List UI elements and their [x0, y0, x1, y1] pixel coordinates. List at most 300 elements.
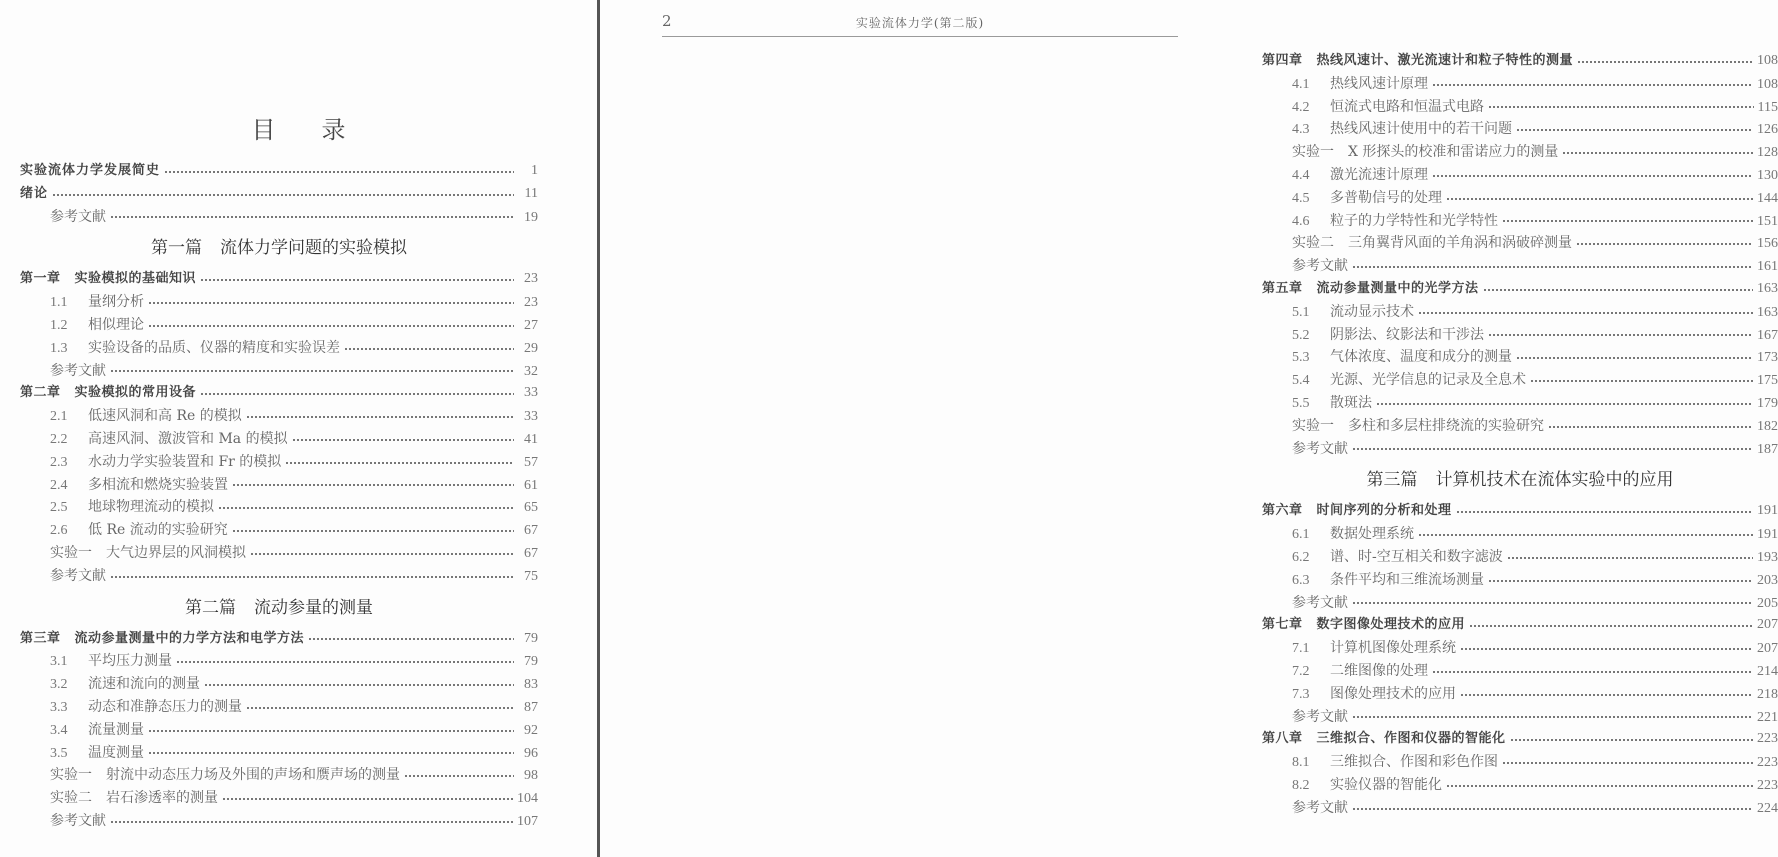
dot-leader — [1352, 805, 1753, 813]
dot-leader — [1432, 172, 1753, 180]
toc-section-entry[interactable] — [20, 405, 538, 428]
toc-section-entry[interactable] — [1262, 751, 1778, 774]
toc-section-entry[interactable] — [1262, 96, 1778, 119]
page-number: 2 — [662, 12, 672, 30]
page-reference: 23 — [524, 271, 538, 287]
entry-label — [1292, 346, 1516, 370]
entry-label — [1262, 500, 1456, 523]
part-title: 流体力学问题的实验模拟 — [220, 238, 407, 259]
page-reference: 41 — [524, 431, 538, 447]
toc-section-entry[interactable] — [1262, 523, 1778, 546]
dot-leader — [246, 413, 514, 421]
entry-label — [1262, 50, 1577, 73]
entry-label — [20, 382, 200, 405]
entry-title: 数据处理系统 — [1330, 526, 1414, 543]
chapter-title: 三维拟合、作图和仪器的智能化 — [1316, 731, 1506, 747]
toc-section-entry[interactable] — [20, 496, 538, 519]
page-reference: 151 — [1757, 213, 1778, 229]
entry-title: 计算机图像处理系统 — [1330, 640, 1456, 657]
section-number: 5.3 — [1292, 350, 1310, 366]
toc-section-entry[interactable] — [20, 291, 538, 314]
page-reference: 175 — [1757, 373, 1778, 389]
entry-title: 三维拟合、作图和彩色作图 — [1330, 754, 1498, 771]
toc-section-entry[interactable] — [20, 314, 538, 337]
toc-section-entry[interactable] — [1262, 683, 1778, 706]
entry-label — [1292, 324, 1488, 348]
page-reference: 182 — [1757, 418, 1778, 434]
entry-label — [50, 764, 404, 787]
section-number: 7.3 — [1292, 686, 1310, 702]
entry-label — [20, 183, 52, 206]
page-reference: 23 — [524, 295, 538, 311]
entry-title: 流速和流向的测量 — [88, 676, 200, 693]
page-reference: 67 — [524, 523, 538, 539]
toc-section-entry[interactable] — [1262, 232, 1778, 255]
toc-section-entry[interactable] — [1262, 438, 1778, 461]
dot-leader — [1352, 263, 1753, 271]
page-reference: 61 — [524, 477, 538, 493]
dot-leader — [148, 322, 514, 330]
chapter-number: 第五章 — [1262, 280, 1303, 296]
toc-section-entry[interactable] — [20, 673, 538, 696]
toc-chapter-entry[interactable] — [1262, 614, 1778, 637]
section-number: 7.2 — [1292, 663, 1310, 679]
dot-leader — [1488, 577, 1753, 585]
toc-section-entry[interactable] — [1262, 660, 1778, 683]
entry-title: 热线风速计使用中的若干问题 — [1330, 121, 1512, 138]
toc-list-left — [20, 160, 538, 833]
dot-leader — [1577, 58, 1753, 66]
dot-leader — [1502, 759, 1753, 767]
toc-chapter-entry[interactable] — [1262, 500, 1778, 523]
page-reference: 205 — [1757, 595, 1778, 611]
toc-section-entry[interactable] — [1262, 569, 1778, 592]
page-reference: 130 — [1757, 167, 1778, 183]
toc-section-entry[interactable] — [1262, 546, 1778, 569]
dot-leader — [1432, 668, 1753, 676]
toc-section-entry[interactable] — [1262, 706, 1778, 729]
entry-title: 热线风速计原理 — [1330, 75, 1428, 92]
dot-leader — [1469, 622, 1753, 630]
section-number: 8.1 — [1292, 755, 1310, 771]
entry-label — [1292, 797, 1352, 820]
page-reference: 104 — [517, 791, 538, 807]
entry-title: 光源、光学信息的记录及全息术 — [1330, 372, 1526, 389]
section-number: 5.5 — [1292, 395, 1310, 411]
entry-title: 激光流速计原理 — [1330, 166, 1428, 183]
entry-title: 多普勒信号的处理 — [1330, 189, 1442, 206]
entry-label — [1292, 255, 1352, 278]
dot-leader — [110, 213, 514, 221]
dot-leader — [200, 276, 514, 284]
page-reference: 33 — [524, 409, 538, 425]
entry-title: 相似理论 — [88, 316, 144, 333]
toc-chapter-entry[interactable] — [20, 268, 538, 291]
toc-section-entry[interactable] — [1262, 141, 1778, 164]
chapter-number: 第六章 — [1262, 503, 1303, 519]
part-number: 第三篇 — [1366, 470, 1418, 491]
toc-section-entry[interactable] — [20, 650, 538, 673]
chapter-title: 实验模拟的常用设备 — [74, 385, 197, 401]
toc-section-entry[interactable] — [20, 565, 538, 588]
toc-section-entry[interactable] — [1262, 415, 1778, 438]
toc-section-entry[interactable] — [1262, 346, 1778, 369]
toc-chapter-entry[interactable] — [20, 382, 538, 405]
toc-title: 目录 — [251, 116, 392, 144]
dot-leader — [1562, 149, 1753, 157]
entry-title: 谱、时-空互相关和数字滤波 — [1330, 548, 1503, 565]
entry-label — [50, 314, 148, 338]
dot-leader — [200, 390, 514, 398]
dot-leader — [1352, 599, 1753, 607]
entry-title: 水动力学实验装置和 Fr 的模拟 — [88, 453, 282, 470]
entry-label — [1292, 232, 1576, 255]
section-number: 4.1 — [1292, 76, 1310, 92]
running-head-title: 实验流体力学(第二版) — [855, 16, 985, 30]
section-number: 2.5 — [50, 500, 68, 516]
toc-section-entry[interactable] — [20, 719, 538, 742]
entry-label — [50, 291, 148, 315]
section-number: 3.5 — [50, 745, 68, 761]
entry-label — [1292, 141, 1562, 164]
section-number: 4.2 — [1292, 99, 1310, 115]
page-reference: 96 — [524, 745, 538, 761]
toc-section-entry[interactable] — [1262, 73, 1778, 96]
entry-label — [50, 673, 204, 697]
section-number: 4.5 — [1292, 190, 1310, 206]
dot-leader — [1488, 103, 1754, 111]
dot-leader — [1516, 354, 1753, 362]
entry-label — [1292, 637, 1460, 661]
dot-leader — [232, 481, 514, 489]
part-title: 流动参量的测量 — [254, 597, 373, 618]
entry-title: 图像处理技术的应用 — [1330, 685, 1456, 702]
toc-section-entry[interactable] — [20, 810, 538, 833]
page-reference: 27 — [524, 317, 538, 333]
dot-leader — [1510, 736, 1753, 744]
section-number: 6.1 — [1292, 527, 1310, 543]
entry-title: 恒流式电路和恒温式电路 — [1330, 98, 1484, 115]
entry-label — [1292, 438, 1352, 461]
dot-leader — [1488, 331, 1753, 339]
toc-section-entry[interactable] — [20, 428, 538, 451]
entry-label — [50, 742, 148, 766]
chapter-number: 第四章 — [1262, 53, 1303, 68]
dot-leader — [1446, 782, 1753, 790]
page-reference: 126 — [1757, 122, 1778, 138]
toc-list-right — [1262, 50, 1778, 820]
toc-chapter-entry[interactable] — [1262, 278, 1778, 301]
toc-section-entry[interactable] — [20, 764, 538, 787]
toc-section-entry[interactable] — [1262, 118, 1778, 141]
page-reference: 107 — [517, 813, 538, 829]
entry-label — [1292, 73, 1432, 97]
section-number: 5.2 — [1292, 327, 1310, 343]
entry-label — [1292, 210, 1502, 234]
page-reference: 193 — [1757, 549, 1778, 565]
page-reference: 144 — [1757, 190, 1778, 206]
toc-page-right — [600, 0, 1778, 857]
page-reference: 191 — [1757, 527, 1778, 543]
section-number: 4.3 — [1292, 122, 1310, 138]
page-reference: 223 — [1757, 777, 1778, 793]
entry-label — [50, 787, 222, 810]
section-number: 4.4 — [1292, 167, 1310, 183]
entry-title: 动态和准静态压力的测量 — [88, 698, 242, 715]
entry-label — [1292, 546, 1507, 570]
dot-leader — [222, 795, 513, 803]
section-number: 3.1 — [50, 654, 68, 670]
toc-section-entry[interactable] — [1262, 774, 1778, 797]
toc-section-entry[interactable] — [20, 451, 538, 474]
page-reference: 92 — [524, 722, 538, 738]
dot-leader — [148, 299, 514, 307]
entry-label — [50, 565, 110, 588]
dot-leader — [1530, 377, 1753, 385]
dot-leader — [52, 191, 514, 199]
entry-title: 平均压力测量 — [88, 653, 172, 670]
part-number: 第一篇 — [151, 238, 202, 259]
entry-title: 参考文献 — [50, 362, 106, 379]
toc-chapter-entry[interactable] — [20, 628, 538, 651]
dot-leader — [1502, 217, 1753, 225]
entry-label — [1292, 774, 1446, 798]
toc-section-entry[interactable] — [1262, 324, 1778, 347]
page-reference: 79 — [524, 654, 538, 670]
entry-title: 实验流体力学发展简史 — [20, 163, 161, 178]
part-heading — [20, 588, 538, 628]
entry-title: 条件平均和三维流场测量 — [1330, 571, 1484, 588]
chapter-title: 数字图像处理技术的应用 — [1316, 617, 1466, 633]
toc-section-entry[interactable] — [20, 742, 538, 765]
toc-section-entry[interactable] — [1262, 592, 1778, 615]
entry-label — [1292, 187, 1446, 211]
page-reference: 65 — [524, 500, 538, 516]
dot-leader — [204, 681, 514, 689]
section-number: 1.1 — [50, 295, 68, 311]
chapter-title: 实验模拟的基础知识 — [74, 271, 197, 287]
toc-section-entry[interactable] — [1262, 210, 1778, 233]
page-reference: 1 — [531, 163, 538, 178]
page-reference: 79 — [524, 630, 538, 646]
entry-title: 实验设备的品质、仪器的精度和实验误差 — [88, 339, 340, 356]
dot-leader — [1418, 531, 1753, 539]
toc-section-entry[interactable] — [1262, 369, 1778, 392]
entry-label — [50, 428, 292, 452]
page-reference: 191 — [1757, 503, 1778, 519]
entry-label — [1292, 523, 1418, 547]
page-reference: 19 — [524, 209, 538, 225]
chapter-number: 第八章 — [1262, 731, 1303, 747]
page-reference: 214 — [1757, 663, 1778, 679]
entry-label — [50, 810, 110, 833]
toc-section-entry[interactable] — [1262, 187, 1778, 210]
dot-leader — [1456, 508, 1753, 516]
entry-label — [1292, 592, 1352, 615]
entry-title: 绪论 — [20, 185, 49, 201]
entry-label — [1292, 569, 1488, 593]
entry-label — [1292, 751, 1502, 775]
dot-leader — [110, 573, 514, 581]
section-number: 3.2 — [50, 677, 68, 693]
dot-leader — [1352, 445, 1753, 453]
dot-leader — [250, 550, 514, 558]
page-reference: 161 — [1757, 259, 1778, 275]
section-number: 1.3 — [50, 340, 68, 356]
dot-leader — [1507, 554, 1753, 562]
entry-label — [1262, 614, 1469, 637]
section-number: 2.1 — [50, 409, 68, 425]
dot-leader — [232, 527, 514, 535]
page-reference: 207 — [1757, 617, 1778, 633]
entry-label — [1292, 118, 1516, 142]
toc-page-left — [0, 0, 597, 857]
page-reference: 108 — [1757, 53, 1778, 68]
section-number: 3.4 — [50, 722, 68, 738]
dot-leader — [285, 459, 514, 467]
part-title: 计算机技术在流体实验中的应用 — [1435, 470, 1674, 491]
page-reference: 218 — [1757, 686, 1778, 702]
entry-title: 参考文献 — [50, 567, 106, 584]
entry-label — [50, 360, 110, 383]
chapter-number: 第一章 — [20, 271, 61, 287]
entry-label — [1262, 728, 1510, 751]
chapter-title: 时间序列的分析和处理 — [1316, 503, 1452, 519]
part-heading — [20, 228, 538, 268]
entry-label — [50, 337, 344, 361]
section-number: 2.6 — [50, 523, 68, 539]
page-reference: 32 — [524, 363, 538, 379]
section-number: 4.6 — [1292, 213, 1310, 229]
entry-title: 粒子的力学特性和光学特性 — [1330, 212, 1498, 229]
dot-leader — [1516, 126, 1753, 134]
toc-section-entry[interactable] — [20, 519, 538, 542]
section-number: 5.4 — [1292, 373, 1310, 389]
toc-section-entry[interactable] — [20, 474, 538, 497]
section-number: 8.2 — [1292, 777, 1310, 793]
toc-section-entry[interactable] — [1262, 392, 1778, 415]
entry-label — [20, 160, 164, 183]
toc-section-entry[interactable] — [20, 337, 538, 360]
part-number: 第二篇 — [185, 597, 236, 618]
page-reference: 223 — [1757, 755, 1778, 771]
entry-label — [1292, 369, 1530, 393]
entry-title: 实验一 射流中动态压力场及外围的声场和赝声场的测量 — [50, 767, 400, 784]
entry-label — [1292, 683, 1460, 707]
entry-title: 流量测量 — [88, 721, 144, 738]
section-number: 5.1 — [1292, 304, 1310, 320]
entry-title: 气体浓度、温度和成分的测量 — [1330, 349, 1512, 366]
dot-leader — [1576, 240, 1753, 248]
toc-chapter-entry[interactable] — [1262, 50, 1778, 73]
entry-title: 参考文献 — [1292, 440, 1348, 457]
toc-section-entry[interactable] — [20, 696, 538, 719]
section-number: 6.2 — [1292, 549, 1310, 565]
section-number: 6.3 — [1292, 572, 1310, 588]
toc-section-entry[interactable] — [1262, 301, 1778, 324]
toc-section-entry[interactable] — [1262, 637, 1778, 660]
page-reference: 207 — [1757, 641, 1778, 657]
chapter-number: 第三章 — [20, 630, 61, 646]
toc-top-entry[interactable] — [20, 183, 538, 206]
entry-title: 参考文献 — [50, 812, 106, 829]
entry-title: 流动显示技术 — [1330, 303, 1414, 320]
toc-top-entry[interactable] — [20, 160, 538, 183]
toc-section-entry[interactable] — [20, 787, 538, 810]
dot-leader — [1460, 691, 1753, 699]
section-number: 7.1 — [1292, 641, 1310, 657]
dot-leader — [176, 658, 514, 666]
page-reference: 87 — [524, 699, 538, 715]
chapter-number: 第二章 — [20, 385, 61, 401]
toc-chapter-entry[interactable] — [1262, 728, 1778, 751]
section-number: 2.3 — [50, 454, 68, 470]
entry-title: 实验一 多柱和多层柱排绕流的实验研究 — [1292, 417, 1544, 434]
entry-label — [50, 451, 285, 475]
toc-section-entry[interactable] — [1262, 797, 1778, 820]
entry-title: 二维图像的处理 — [1330, 662, 1428, 679]
entry-label — [50, 650, 176, 674]
entry-title: 实验一 X 形探头的校准和雷诺应力的测量 — [1292, 144, 1559, 161]
page-reference: 224 — [1757, 800, 1778, 816]
dot-leader — [308, 635, 514, 643]
page-reference: 203 — [1757, 572, 1778, 588]
entry-label — [1292, 660, 1432, 684]
entry-label — [1292, 164, 1432, 188]
dot-leader — [148, 727, 514, 735]
entry-title: 温度测量 — [88, 744, 144, 761]
page-reference: 187 — [1757, 441, 1778, 457]
page-reference: 223 — [1757, 731, 1778, 747]
entry-label — [1292, 301, 1418, 325]
section-number: 1.2 — [50, 317, 68, 333]
page-reference: 115 — [1757, 99, 1778, 115]
page-reference: 75 — [524, 568, 538, 584]
entry-title: 散斑法 — [1330, 394, 1372, 411]
dot-leader — [344, 345, 514, 353]
entry-title: 低速风洞和高 Re 的模拟 — [88, 408, 242, 425]
dot-leader — [1460, 645, 1753, 653]
dot-leader — [1352, 713, 1753, 721]
chapter-title: 流动参量测量中的力学方法和电学方法 — [74, 630, 305, 646]
section-number: 3.3 — [50, 699, 68, 715]
dot-leader — [148, 749, 514, 757]
toc-section-entry[interactable] — [1262, 164, 1778, 187]
toc-section-entry[interactable] — [20, 542, 538, 565]
dot-leader — [218, 504, 514, 512]
entry-title: 高速风洞、激波管和 Ma 的模拟 — [88, 430, 288, 447]
toc-section-entry[interactable] — [20, 360, 538, 383]
toc-section-entry[interactable] — [1262, 255, 1778, 278]
toc-section-entry[interactable] — [20, 206, 538, 229]
dot-leader — [110, 818, 513, 826]
entry-label — [1262, 278, 1483, 301]
entry-label — [1292, 96, 1488, 120]
dot-leader — [1418, 309, 1753, 317]
entry-label — [20, 268, 200, 291]
running-head — [662, 10, 1178, 37]
dot-leader — [1432, 81, 1753, 89]
entry-title: 参考文献 — [1292, 708, 1348, 725]
entry-title: 地球物理流动的模拟 — [88, 499, 214, 516]
dot-leader — [404, 772, 514, 780]
page-reference: 83 — [524, 677, 538, 693]
entry-title: 参考文献 — [1292, 594, 1348, 611]
page-reference: 29 — [524, 340, 538, 356]
entry-title: 实验二 三角翼背风面的羊角涡和涡破碎测量 — [1292, 235, 1572, 252]
entry-title: 低 Re 流动的实验研究 — [88, 522, 228, 539]
page-reference: 98 — [524, 768, 538, 784]
